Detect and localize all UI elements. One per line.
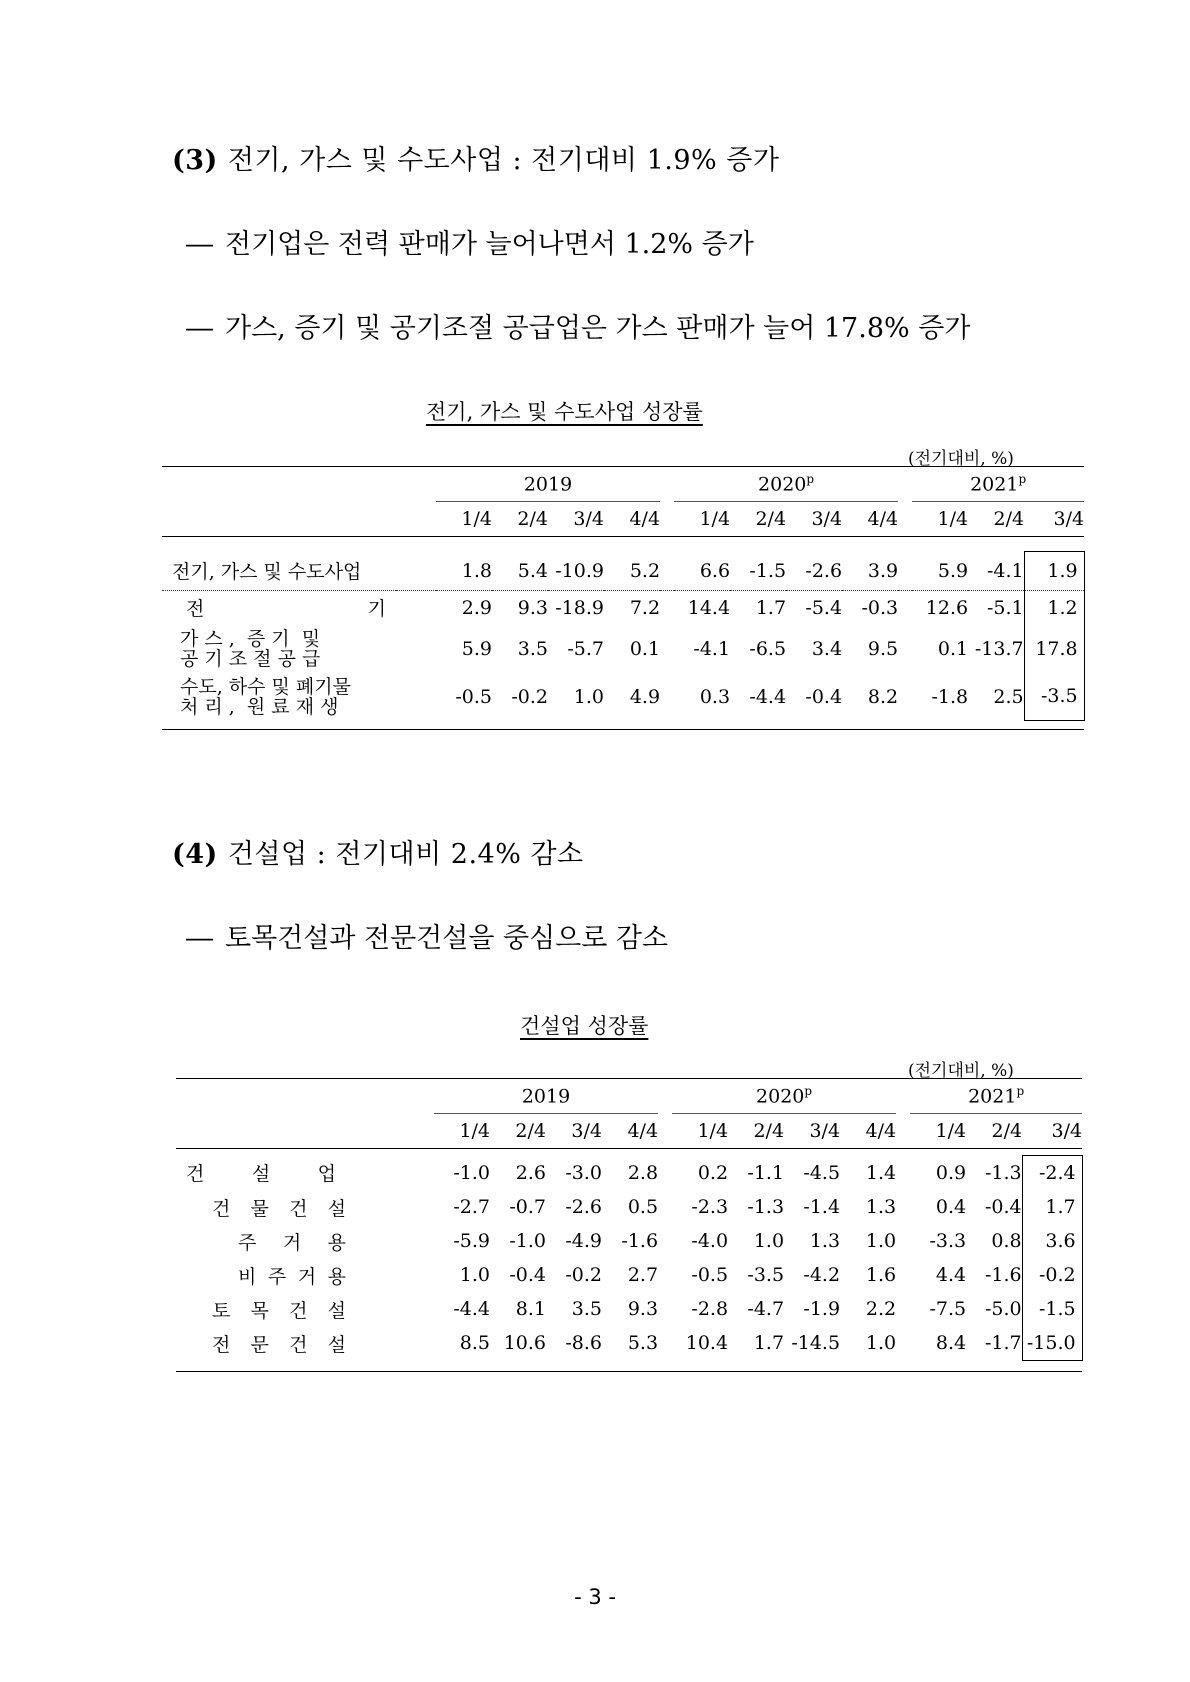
value-cell: -2.3 xyxy=(691,1196,729,1218)
section3-heading xyxy=(172,138,779,177)
label-char: 목 xyxy=(250,1299,269,1322)
quarter-header: 4/4 xyxy=(604,502,660,537)
quarter-header: 3/4 xyxy=(784,1114,840,1149)
label-line: 공 기 조 절 공 급 xyxy=(180,647,321,670)
value-cell: 2.6 xyxy=(515,1161,546,1184)
label-part: 기 xyxy=(367,598,386,620)
label-char: 건 xyxy=(289,1333,308,1356)
value-cell: 3.9 xyxy=(842,552,898,591)
gap-cell xyxy=(658,1114,672,1149)
quarter-header: 3/4 xyxy=(548,502,604,537)
section4-heading xyxy=(172,832,584,871)
quarter-header: 2/4 xyxy=(968,502,1024,537)
value-cell-highlight: -3.5 xyxy=(1024,673,1084,721)
gap-cell xyxy=(896,1156,910,1191)
row-label xyxy=(162,673,396,721)
year-header: 2021$^p$ xyxy=(912,467,1084,502)
value-cell: 9.3 xyxy=(517,596,548,619)
dash: ― xyxy=(186,229,213,260)
value-cell: -1.6 xyxy=(621,1230,659,1252)
blank-cell xyxy=(394,1156,434,1191)
quarter-header: 1/4 xyxy=(436,502,492,537)
value-cell: -1.0 xyxy=(509,1230,546,1252)
quarter-header: 3/4 xyxy=(786,502,842,537)
value-cell: 1.6 xyxy=(865,1264,897,1286)
value-cell: -1.9 xyxy=(803,1298,841,1320)
gap-cell xyxy=(658,1292,672,1326)
table2-title: 건설업 성장률 xyxy=(520,1014,649,1038)
value-cell: 1.4 xyxy=(865,1161,897,1184)
value-cell: -0.4 xyxy=(805,685,843,708)
quarter-header: 4/4 xyxy=(602,1114,658,1149)
value-cell: -13.7 xyxy=(974,637,1024,660)
section3-bullet-1 xyxy=(186,222,754,261)
row-label xyxy=(176,1190,394,1224)
section3-bullet-2 xyxy=(186,306,970,345)
gap-cell xyxy=(660,502,674,537)
value-cell: 8.4 xyxy=(935,1332,967,1355)
section3-number: (3) xyxy=(172,145,218,176)
value-cell: 1.0 xyxy=(459,1264,490,1286)
gap-cell xyxy=(658,1156,672,1191)
value-cell: -1.8 xyxy=(931,685,969,708)
table-row xyxy=(162,590,1084,625)
blank-cell xyxy=(394,1292,434,1326)
table-row xyxy=(176,1292,1082,1326)
value-cell: -0.2 xyxy=(511,685,548,708)
value-cell: -3.0 xyxy=(565,1161,602,1184)
gap-cell xyxy=(898,625,912,673)
label-char: 용 xyxy=(327,1265,346,1288)
blank-cell xyxy=(394,1114,434,1149)
label-char: 건 xyxy=(289,1299,308,1322)
label-char: 문 xyxy=(250,1333,269,1356)
value-cell: -6.5 xyxy=(749,637,787,660)
value-cell: -0.7 xyxy=(509,1196,546,1218)
value-cell: 5.3 xyxy=(627,1332,659,1355)
quarter-header: 2/4 xyxy=(728,1114,784,1149)
value-cell: 1.0 xyxy=(573,685,604,708)
value-cell: 1.0 xyxy=(753,1230,785,1252)
value-cell: -3.5 xyxy=(747,1264,785,1286)
value-cell: 0.4 xyxy=(935,1196,967,1218)
value-cell: 4.9 xyxy=(629,685,661,708)
blank-cell xyxy=(396,590,436,625)
quarter-header: 3/4 xyxy=(1024,502,1084,537)
gap-cell xyxy=(660,590,674,625)
table-row xyxy=(176,1190,1082,1224)
value-cell-highlight: 1.9 xyxy=(1024,552,1084,591)
value-cell: 2.8 xyxy=(627,1161,659,1184)
value-cell: 0.3 xyxy=(699,685,731,708)
value-cell: 5.4 xyxy=(492,552,548,591)
value-cell: 12.6 xyxy=(925,596,969,619)
row-label xyxy=(176,1326,394,1361)
label-char: 물 xyxy=(250,1197,269,1220)
value-cell: 2.9 xyxy=(461,596,492,619)
spacer-row xyxy=(176,1361,1082,1372)
bullet-text: 가스, 증기 및 공기조절 공급업은 가스 판매가 늘어 17.8% 증가 xyxy=(225,313,971,344)
label-char: 건 xyxy=(289,1197,308,1220)
gap-cell xyxy=(896,1326,910,1361)
section4-heading-text: 건설업 : 전기대비 2.4% 감소 xyxy=(227,839,584,870)
blank-cell xyxy=(396,502,436,537)
value-cell: 8.2 xyxy=(867,685,899,708)
label-char: 업 xyxy=(317,1163,336,1186)
table-row xyxy=(162,552,1084,591)
value-cell: -0.4 xyxy=(509,1264,546,1286)
bullet-text: 토목건설과 전문건설을 중심으로 감소 xyxy=(225,923,669,954)
gap-cell xyxy=(898,502,912,537)
table-row xyxy=(176,1258,1082,1292)
quarter-header: 4/4 xyxy=(840,1114,896,1149)
blank-cell xyxy=(396,552,436,591)
year-header: 2019 xyxy=(434,1079,658,1114)
value-cell: -10.9 xyxy=(548,552,604,591)
table-row xyxy=(162,625,1084,673)
year-header: 2020$^p$ xyxy=(672,1079,896,1114)
label-line: 수도, 하수 및 폐기물 xyxy=(180,675,351,698)
value-cell: -2.7 xyxy=(453,1196,490,1218)
label-char: 건 xyxy=(186,1163,205,1186)
value-cell: 2.5 xyxy=(993,685,1024,708)
section3-heading-text: 전기, 가스 및 수도사업 : 전기대비 1.9% 증가 xyxy=(227,145,780,176)
label-line: 처 리 , 원 료 재 생 xyxy=(180,695,339,718)
value-cell: -1.4 xyxy=(803,1196,841,1218)
year-header: 2019 xyxy=(436,467,660,502)
value-cell: 0.5 xyxy=(627,1196,659,1218)
blank-cell xyxy=(162,502,396,537)
value-cell: 3.5 xyxy=(517,637,548,660)
value-cell: -18.9 xyxy=(555,596,604,619)
row-label xyxy=(176,1156,394,1191)
table1-unit: (전기대비, %) xyxy=(908,449,1014,469)
label-part: 전 xyxy=(186,598,205,620)
value-cell: -1.0 xyxy=(453,1161,490,1184)
value-cell: -4.7 xyxy=(747,1298,785,1320)
value-cell: 0.8 xyxy=(991,1230,1022,1252)
value-cell: 0.9 xyxy=(935,1161,967,1184)
value-cell: -0.4 xyxy=(984,1196,1022,1218)
gap-cell xyxy=(658,1190,672,1224)
value-cell: 5.2 xyxy=(604,552,660,591)
page-number: - 3 - xyxy=(574,1585,616,1609)
value-cell: 6.6 xyxy=(674,552,730,591)
quarter-header: 1/4 xyxy=(434,1114,490,1149)
row-label xyxy=(176,1224,394,1258)
table2-unit: (전기대비, %) xyxy=(908,1061,1014,1081)
value-cell: -8.6 xyxy=(565,1332,602,1355)
quarter-header: 2/4 xyxy=(966,1114,1022,1149)
value-cell: 8.5 xyxy=(459,1332,490,1355)
table-construction-growth xyxy=(176,1078,1083,1372)
value-cell: -4.1 xyxy=(968,552,1024,591)
table1-title: 전기, 가스 및 수도사업 성장률 xyxy=(426,400,703,424)
gap-cell xyxy=(660,673,674,721)
value-cell-highlight: -2.4 xyxy=(1022,1156,1082,1191)
quarter-header: 2/4 xyxy=(730,502,786,537)
label-char: 전 xyxy=(212,1333,231,1356)
gap-cell xyxy=(896,1224,910,1258)
label-char: 설 xyxy=(327,1299,346,1322)
value-cell: -1.3 xyxy=(984,1161,1022,1184)
value-cell: -0.3 xyxy=(861,596,899,619)
gap-cell xyxy=(660,625,674,673)
value-cell: 9.3 xyxy=(627,1298,659,1320)
label-line: 가 스 , 증 기 및 xyxy=(180,627,321,650)
label-char: 설 xyxy=(327,1333,346,1356)
row-label: 전기, 가스 및 수도사업 xyxy=(162,552,396,591)
value-cell: -5.0 xyxy=(984,1298,1022,1320)
value-cell: -1.1 xyxy=(747,1161,785,1184)
value-cell: 5.9 xyxy=(912,552,968,591)
value-cell: 1.3 xyxy=(865,1196,897,1218)
year-header: 2021$^p$ xyxy=(910,1079,1082,1114)
value-cell: -5.1 xyxy=(986,596,1024,619)
quarter-header: 3/4 xyxy=(1022,1114,1082,1149)
quarter-header: 4/4 xyxy=(842,502,898,537)
row-label xyxy=(176,1258,394,1292)
label-char: 건 xyxy=(212,1197,231,1220)
value-cell: 0.1 xyxy=(937,637,969,660)
bullet-text: 전기업은 전력 판매가 늘어나면서 1.2% 증가 xyxy=(225,229,754,260)
label-char: 비 xyxy=(238,1265,257,1288)
gap-cell xyxy=(658,1224,672,1258)
value-cell: 2.7 xyxy=(627,1264,659,1286)
value-cell: -4.2 xyxy=(803,1264,841,1286)
spacer-cell xyxy=(162,721,1084,730)
value-cell: 1.7 xyxy=(755,596,787,619)
row-label xyxy=(162,625,396,673)
value-cell: 1.0 xyxy=(865,1332,897,1355)
table-row xyxy=(176,1326,1082,1361)
value-cell: 10.4 xyxy=(685,1332,729,1355)
value-cell: -4.1 xyxy=(693,637,731,660)
value-cell: 1.7 xyxy=(753,1332,785,1355)
table-utilities-growth xyxy=(162,466,1085,730)
gap-cell xyxy=(896,1258,910,1292)
row-label xyxy=(176,1292,394,1326)
value-cell: -5.9 xyxy=(453,1230,490,1252)
blank-cell xyxy=(394,1326,434,1361)
quarter-header: 3/4 xyxy=(546,1114,602,1149)
value-cell: 0.2 xyxy=(697,1161,729,1184)
spacer-row xyxy=(162,721,1084,730)
value-cell-highlight: -0.2 xyxy=(1022,1258,1082,1292)
value-cell: 5.9 xyxy=(461,637,492,660)
gap-cell xyxy=(898,590,912,625)
value-cell: -0.2 xyxy=(565,1264,602,1286)
value-cell: 8.1 xyxy=(515,1298,546,1320)
value-cell: 1.3 xyxy=(809,1230,841,1252)
value-cell: -14.5 xyxy=(791,1332,841,1355)
value-cell-highlight: 17.8 xyxy=(1024,625,1084,673)
value-cell: 7.2 xyxy=(629,596,661,619)
value-cell: -5.4 xyxy=(805,596,843,619)
value-cell: 4.4 xyxy=(935,1264,967,1286)
value-cell-highlight: -15.0 xyxy=(1022,1326,1082,1361)
value-cell: -4.9 xyxy=(565,1230,602,1252)
gap-cell xyxy=(896,1190,910,1224)
value-cell: -4.5 xyxy=(803,1161,841,1184)
value-cell: -2.8 xyxy=(691,1298,729,1320)
label-char: 토 xyxy=(212,1299,231,1322)
value-cell: -2.6 xyxy=(565,1196,602,1218)
value-cell: 0.1 xyxy=(629,637,661,660)
value-cell: 1.0 xyxy=(865,1230,897,1252)
blank-cell xyxy=(394,1190,434,1224)
value-cell: 3.5 xyxy=(571,1298,602,1320)
blank-cell xyxy=(176,1114,394,1149)
table-row xyxy=(176,1156,1082,1191)
label-char: 주 xyxy=(238,1231,257,1254)
value-cell: -5.7 xyxy=(567,637,604,660)
label-char: 거 xyxy=(297,1265,317,1288)
blank-cell xyxy=(396,625,436,673)
gap-cell xyxy=(658,1326,672,1361)
quarter-header: 1/4 xyxy=(674,502,730,537)
gap-cell xyxy=(658,1258,672,1292)
row-label xyxy=(162,590,396,625)
blank-cell xyxy=(394,1258,434,1292)
value-cell: -3.3 xyxy=(929,1230,967,1252)
value-cell-highlight: -1.5 xyxy=(1022,1292,1082,1326)
spacer-cell xyxy=(176,1361,1082,1372)
value-cell: -0.5 xyxy=(691,1264,729,1286)
dash: ― xyxy=(186,313,213,344)
value-cell: -1.7 xyxy=(984,1332,1022,1355)
quarter-header: 1/4 xyxy=(672,1114,728,1149)
value-cell: -1.6 xyxy=(984,1264,1022,1286)
value-cell: 3.4 xyxy=(811,637,843,660)
value-cell: 10.6 xyxy=(503,1332,546,1355)
gap-cell xyxy=(896,1292,910,1326)
gap-cell xyxy=(898,552,912,591)
gap-cell xyxy=(896,1114,910,1149)
label-char: 거 xyxy=(282,1231,302,1254)
section4-number: (4) xyxy=(172,839,218,870)
value-cell: 2.2 xyxy=(865,1298,897,1320)
value-cell: 1.8 xyxy=(436,552,492,591)
label-char: 용 xyxy=(327,1231,346,1254)
table-row xyxy=(162,673,1084,721)
quarter-header: 1/4 xyxy=(910,1114,966,1149)
quarter-header: 2/4 xyxy=(490,1114,546,1149)
value-cell: -4.4 xyxy=(749,685,787,708)
value-cell-highlight: 3.6 xyxy=(1022,1224,1082,1258)
value-cell: -4.4 xyxy=(453,1298,490,1320)
quarter-header: 2/4 xyxy=(492,502,548,537)
label-char: 설 xyxy=(251,1163,271,1186)
label-char: 설 xyxy=(327,1197,346,1220)
label-char: 주 xyxy=(267,1265,287,1288)
value-cell: -1.3 xyxy=(747,1196,785,1218)
value-cell: 9.5 xyxy=(867,637,899,660)
value-cell-highlight: 1.2 xyxy=(1024,590,1084,625)
quarter-header: 1/4 xyxy=(912,502,968,537)
section4-bullet-1 xyxy=(186,916,668,955)
value-cell: -7.5 xyxy=(929,1298,967,1320)
gap-cell xyxy=(660,552,674,591)
value-cell: -1.5 xyxy=(730,552,786,591)
value-cell: -0.5 xyxy=(455,685,492,708)
year-header: 2020$^p$ xyxy=(674,467,898,502)
gap-cell xyxy=(898,673,912,721)
blank-cell xyxy=(396,673,436,721)
value-cell-highlight: 1.7 xyxy=(1022,1190,1082,1224)
value-cell: -4.0 xyxy=(691,1230,729,1252)
dash: ― xyxy=(186,923,213,954)
blank-cell xyxy=(394,1224,434,1258)
value-cell: -2.6 xyxy=(786,552,842,591)
value-cell: 14.4 xyxy=(687,596,731,619)
table-row xyxy=(176,1224,1082,1258)
